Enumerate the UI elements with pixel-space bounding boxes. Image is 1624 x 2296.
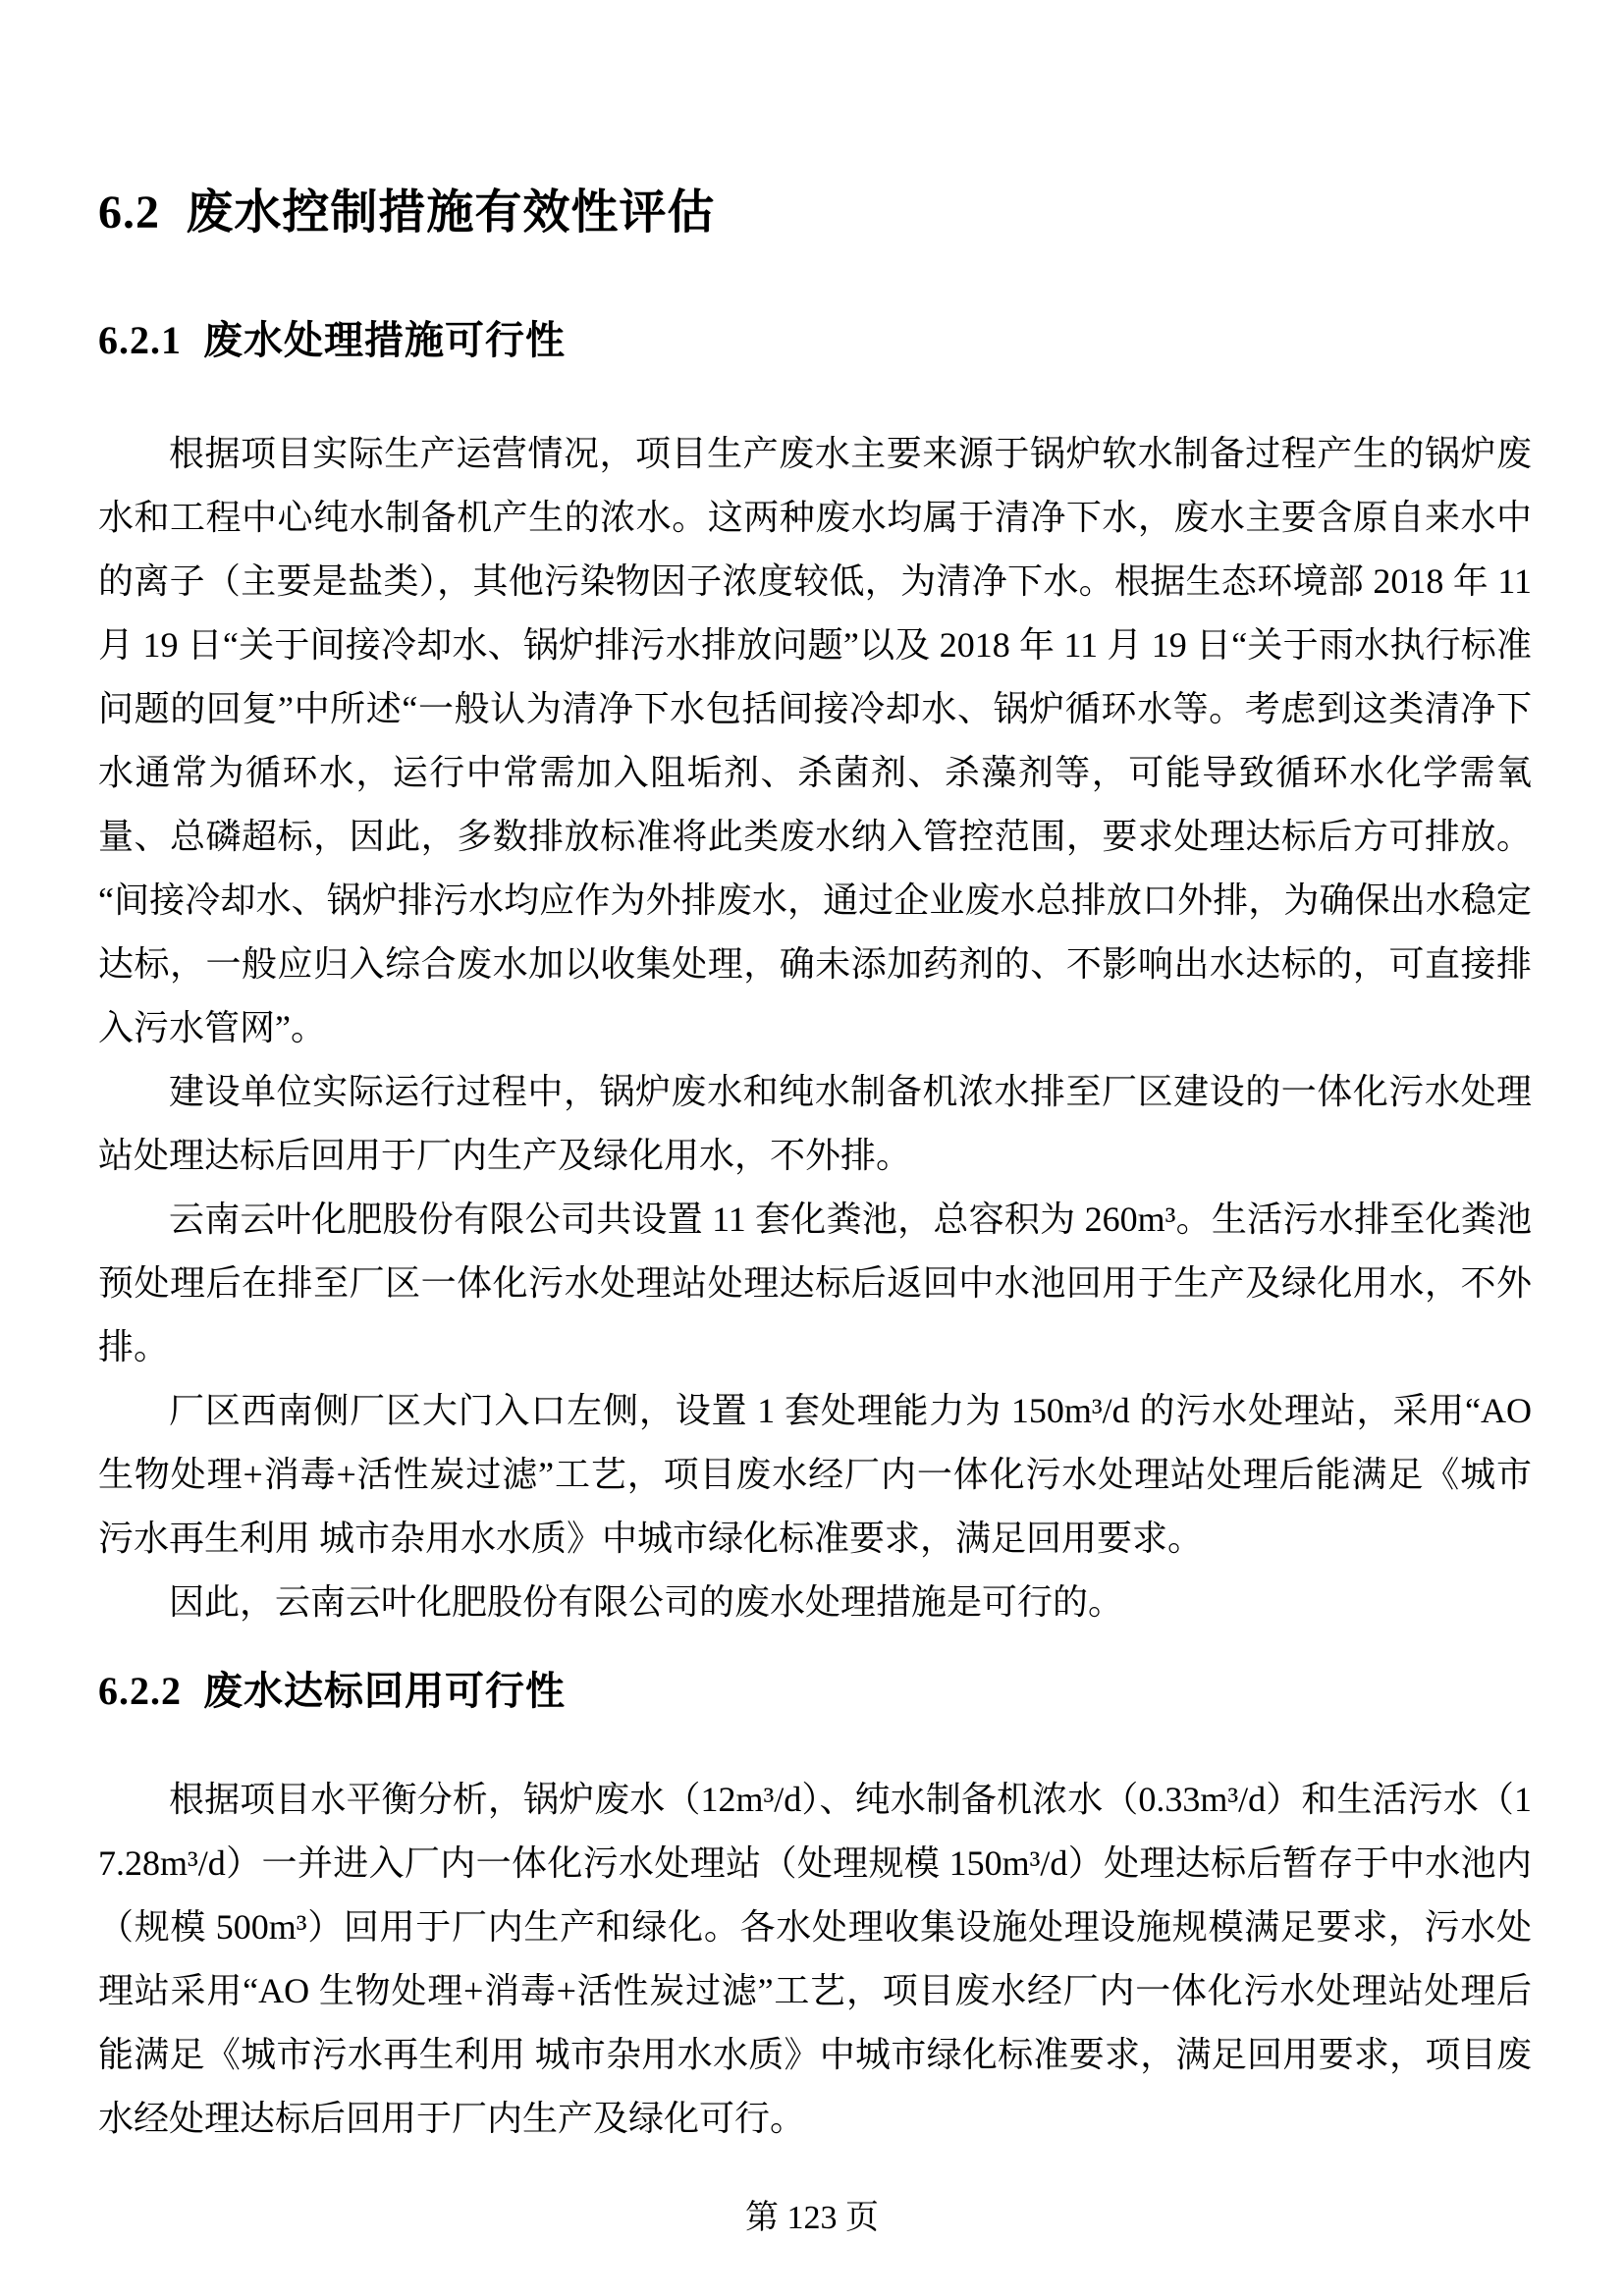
subsection-heading-6-2-2 xyxy=(98,1664,1532,1719)
paragraph: 厂区西南侧厂区大门入口左侧，设置 1 套处理能力为 150m³/d 的污水处理站，采用“AO 生物处理+消毒+活性炭过滤”工艺，项目废水经厂内一体化污水处理站处理后能满足《城市污水再生利用 城市杂用水水质》中城市绿化标准要求，满足回用要求。 xyxy=(98,1391,1532,1558)
paragraph: 根据项目水平衡分析，锅炉废水（12m³/d）、纯水制备机浓水（0.33m³/d）和生活污水（17.28m³/d）一并进入厂内一体化污水处理站（处理规模 150m³/d）处理达标后暂存于中水池内（规模 500m³）回用于厂内生产和绿化。各水处理收集设施处理设施规模满足要求，污水处理站采用“AO 生物处理+消毒+活性炭过滤”工艺，项目废水经厂内一体化污水处理站处理后能满足《城市污水再生利用 城市杂用水水质》中城市绿化标准要求，满足回用要求，项目废水经处理达标后回用于厂内生产及绿化可行。 xyxy=(98,1780,1532,2138)
subsection-title: 废水处理措施可行性 xyxy=(203,318,566,362)
paragraph: 云南云叶化肥股份有限公司共设置 11 套化粪池，总容积为 260m³。生活污水排至化粪池预处理后在排至厂区一体化污水处理站处理达标后返回中水池回用于生产及绿化用水，不外排。 xyxy=(98,1200,1532,1366)
paragraph: 因此，云南云叶化肥股份有限公司的废水处理措施是可行的。 xyxy=(169,1582,1124,1622)
subsection-6-2-1-body xyxy=(98,422,1532,1634)
paragraph: 根据项目实际生产运营情况，项目生产废水主要来源于锅炉软水制备过程产生的锅炉废水和工程中心纯水制备机产生的浓水。这两种废水均属于清净下水，废水主要含原自来水中的离子（主要是盐类），其他污染物因子浓度较低，为清净下水。根据生态环境部 2018 年 11 月 19 日“关于间接冷却水、锅炉排污水排放问题”以及 2018 年 11 月 19 日“关于雨水执行标准问题的回复”中所述“一般认为清净下水包括间接冷却水、锅炉循环水等。考虑到这类清净下水通常为循环水，运行中常需加入阻垢剂、杀菌剂、杀藻剂等，可能导致循环水化学需氧量、总磷超标，因此，多数排放标准将此类废水纳入管控范围，要求处理达标后方可排放。“间接冷却水、锅炉排污水均应作为外排废水，通过企业废水总排放口外排，为确保出水稳定达标，一般应归入综合废水加以收集处理，确未添加药剂的、不影响出水达标的，可直接排入污水管网”。 xyxy=(98,434,1532,1047)
subsection-heading-6-2-1 xyxy=(98,313,1532,368)
subsection-number: 6.2.1 xyxy=(98,318,182,362)
section-number: 6.2 xyxy=(98,187,160,239)
subsection-title: 废水达标回用可行性 xyxy=(203,1669,566,1713)
page-footer xyxy=(0,2197,1624,2240)
page-number-label: 第 123 页 xyxy=(745,2200,879,2236)
paragraph: 建设单位实际运行过程中，锅炉废水和纯水制备机浓水排至厂区建设的一体化污水处理站处理达标后回用于厂内生产及绿化用水，不外排。 xyxy=(98,1072,1532,1175)
subsection-number: 6.2.2 xyxy=(98,1669,182,1713)
section-heading-6-2 xyxy=(98,182,1532,244)
section-title: 废水控制措施有效性评估 xyxy=(186,187,716,239)
subsection-6-2-2-body xyxy=(98,1768,1532,2151)
